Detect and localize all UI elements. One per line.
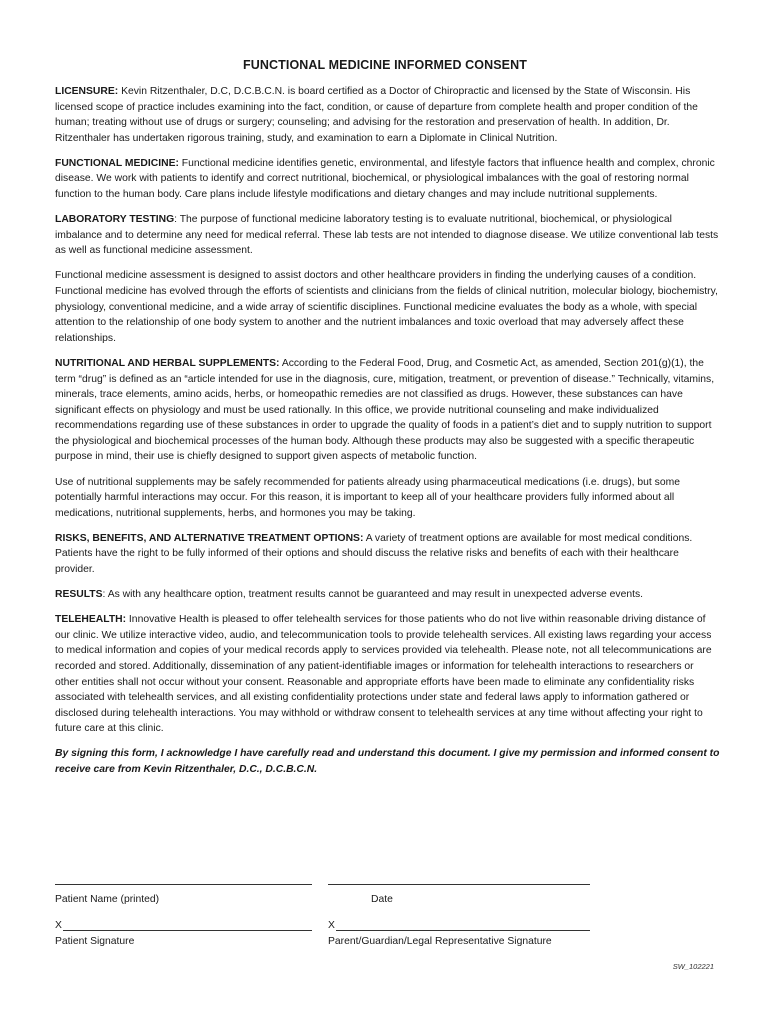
functional-medicine-section xyxy=(55,156,720,203)
section-heading: NUTRITIONAL AND HERBAL SUPPLEMENTS: xyxy=(55,357,280,369)
patient-signature-x-mark: X xyxy=(55,920,62,931)
date-label: Date xyxy=(371,894,393,905)
section-heading: RISKS, BENEFITS, AND ALTERNATIVE TREATMENT OPTIONS: xyxy=(55,532,364,544)
section-text: : The purpose of functional medicine laboratory testing is to evaluate nutritional, biochemical, or physiological imbalance and to determine any need for medical referral. These lab tests are not intended to diagnose disease. We utilize conventional lab tests as well as functional medicine assessment. xyxy=(55,214,719,257)
document-body xyxy=(55,84,720,787)
document-title: FUNCTIONAL MEDICINE INFORMED CONSENT xyxy=(243,58,527,72)
section-text: A variety of treatment options are available for most medical conditions. Patients have the right to be fully informed of their options and should discuss the relative risks and benefits of each with their healthcare provider. xyxy=(55,532,693,576)
assessment-paragraph xyxy=(55,268,720,346)
section-heading: RESULTS xyxy=(55,589,103,601)
licensure-section xyxy=(55,84,720,146)
section-text: : As with any healthcare option, treatment results cannot be guaranteed and may result in unexpected adverse events. xyxy=(102,589,644,601)
form-code: SW_102221 xyxy=(672,962,714,971)
patient-name-field[interactable] xyxy=(55,884,312,885)
section-heading: LABORATORY TESTING xyxy=(55,214,175,226)
acknowledgement-statement: By signing this form, I acknowledge I have carefully read and understand this document. I give my permission and informed consent to receive care from Kevin Ritzenthaler, D.C., D.C.B.C.N. xyxy=(55,748,720,776)
section-text: Kevin Ritzenthaler, D.C, D.C.B.C.N. is board certified as a Doctor of Chiropractic and licensed by the State of Wisconsin. His licensed scope of practice includes examining into the fact, condition, or cause of departure from complete health and proper condition of the human; treating without use of drugs or surgery; counseling; and advising for the restoration and preservation of health. In addition, Dr. Ritzenthaler has undertaken rigorous training, study, and examination to earn a Diplomate in Clinical Nutrition. xyxy=(55,86,698,144)
laboratory-testing-section xyxy=(55,212,720,259)
section-text: According to the Federal Food, Drug, and Cosmetic Act, as amended, Section 201(g)(1), the term “drug” is defined as an “article intended for use in the diagnosis, cure, mitigation, treatment, or prevention of disease.” Technically, vitamins, minerals, trace elements, amino acids, herbs, or homeopathic remedies are not classified as drugs. However, these substances can have significant effects on physiology and must be used rationally. In this office, we provide nutritional counseling and make individualized recommendations regarding use of these substances in order to upgrade the quality of foods in a patient’s diet and to supply nutrition to support the physiological and biochemical processes of the human body. Although these products may also be suggested with a specific therapeutic purpose in mind, their use is chiefly designed to support given aspects of metabolic function. xyxy=(55,357,715,463)
section-heading: LICENSURE: xyxy=(55,86,119,97)
telehealth-section xyxy=(55,612,720,737)
section-heading: FUNCTIONAL MEDICINE: xyxy=(55,157,179,169)
patient-signature-label: Patient Signature xyxy=(55,936,135,947)
supplements-section xyxy=(55,356,720,465)
section-text: Functional medicine identifies genetic, environmental, and lifestyle factors that influence health and complex, chronic disease. We work with patients to identify and correct nutritional, biochemical, or physiological imbalances with the goal of restoring normal function to the human body. Care plans include lifestyle modifications and dietary changes and may include nutritional supplements. xyxy=(55,157,715,201)
results-section xyxy=(55,587,720,603)
risks-benefits-section xyxy=(55,531,720,578)
patient-signature-field[interactable] xyxy=(63,930,312,931)
guardian-signature-x-mark: X xyxy=(328,920,335,931)
guardian-signature-field[interactable] xyxy=(336,930,590,931)
date-field[interactable] xyxy=(328,884,590,885)
patient-name-label: Patient Name (printed) xyxy=(55,894,160,905)
section-text: Innovative Health is pleased to offer telehealth services for those patients who do not live within reasonable driving distance of our clinic. We utilize interactive video, audio, and telecommunication tools to provide telehealth services. All existing laws regarding your access to medical information and copies of your medical records apply to services provided via telehealth. Please note, not all telecommunications are recorded and stored. Additionally, dissemination of any patient-identifiable images or information for telehealth interactions to researchers or other entities shall not occur without your consent. Reasonable and appropriate efforts have been made to eliminate any confidentiality risks associated with telehealth services, and all existing confidentiality protections under state and federal laws apply to information gathered or disclosed during telehealth interactions. You may withhold or withdraw consent to telehealth services at any time without affecting your right to future care at this clinic. xyxy=(55,614,712,735)
section-text: Use of nutritional supplements may be safely recommended for patients already using pharmaceutical medications (i.e. drugs), but some potentially harmful interactions may occur. For this reason, it is important to keep all of your healthcare providers fully informed about all medications, nutritional supplements, herbs, and hormones you may be taking. xyxy=(55,476,680,519)
guardian-signature-label: Parent/Guardian/Legal Representative Signature xyxy=(328,936,552,947)
supplement-interactions-paragraph xyxy=(55,475,720,522)
section-text: Functional medicine assessment is designed to assist doctors and other healthcare providers in finding the underlying causes of a condition. Functional medicine has evolved through the efforts of scientists and clinicians from the fields of clinical nutrition, molecular biology, biochemistry, physiology, conventional medicine, and a wide array of scientific disciplines. Functional medicine evaluates the body as a whole, with special attention to the relationship of one body system to another and the nutrient imbalances and toxic overload that may adversely affect these relationships. xyxy=(55,270,718,344)
section-heading: TELEHEALTH: xyxy=(55,614,127,626)
